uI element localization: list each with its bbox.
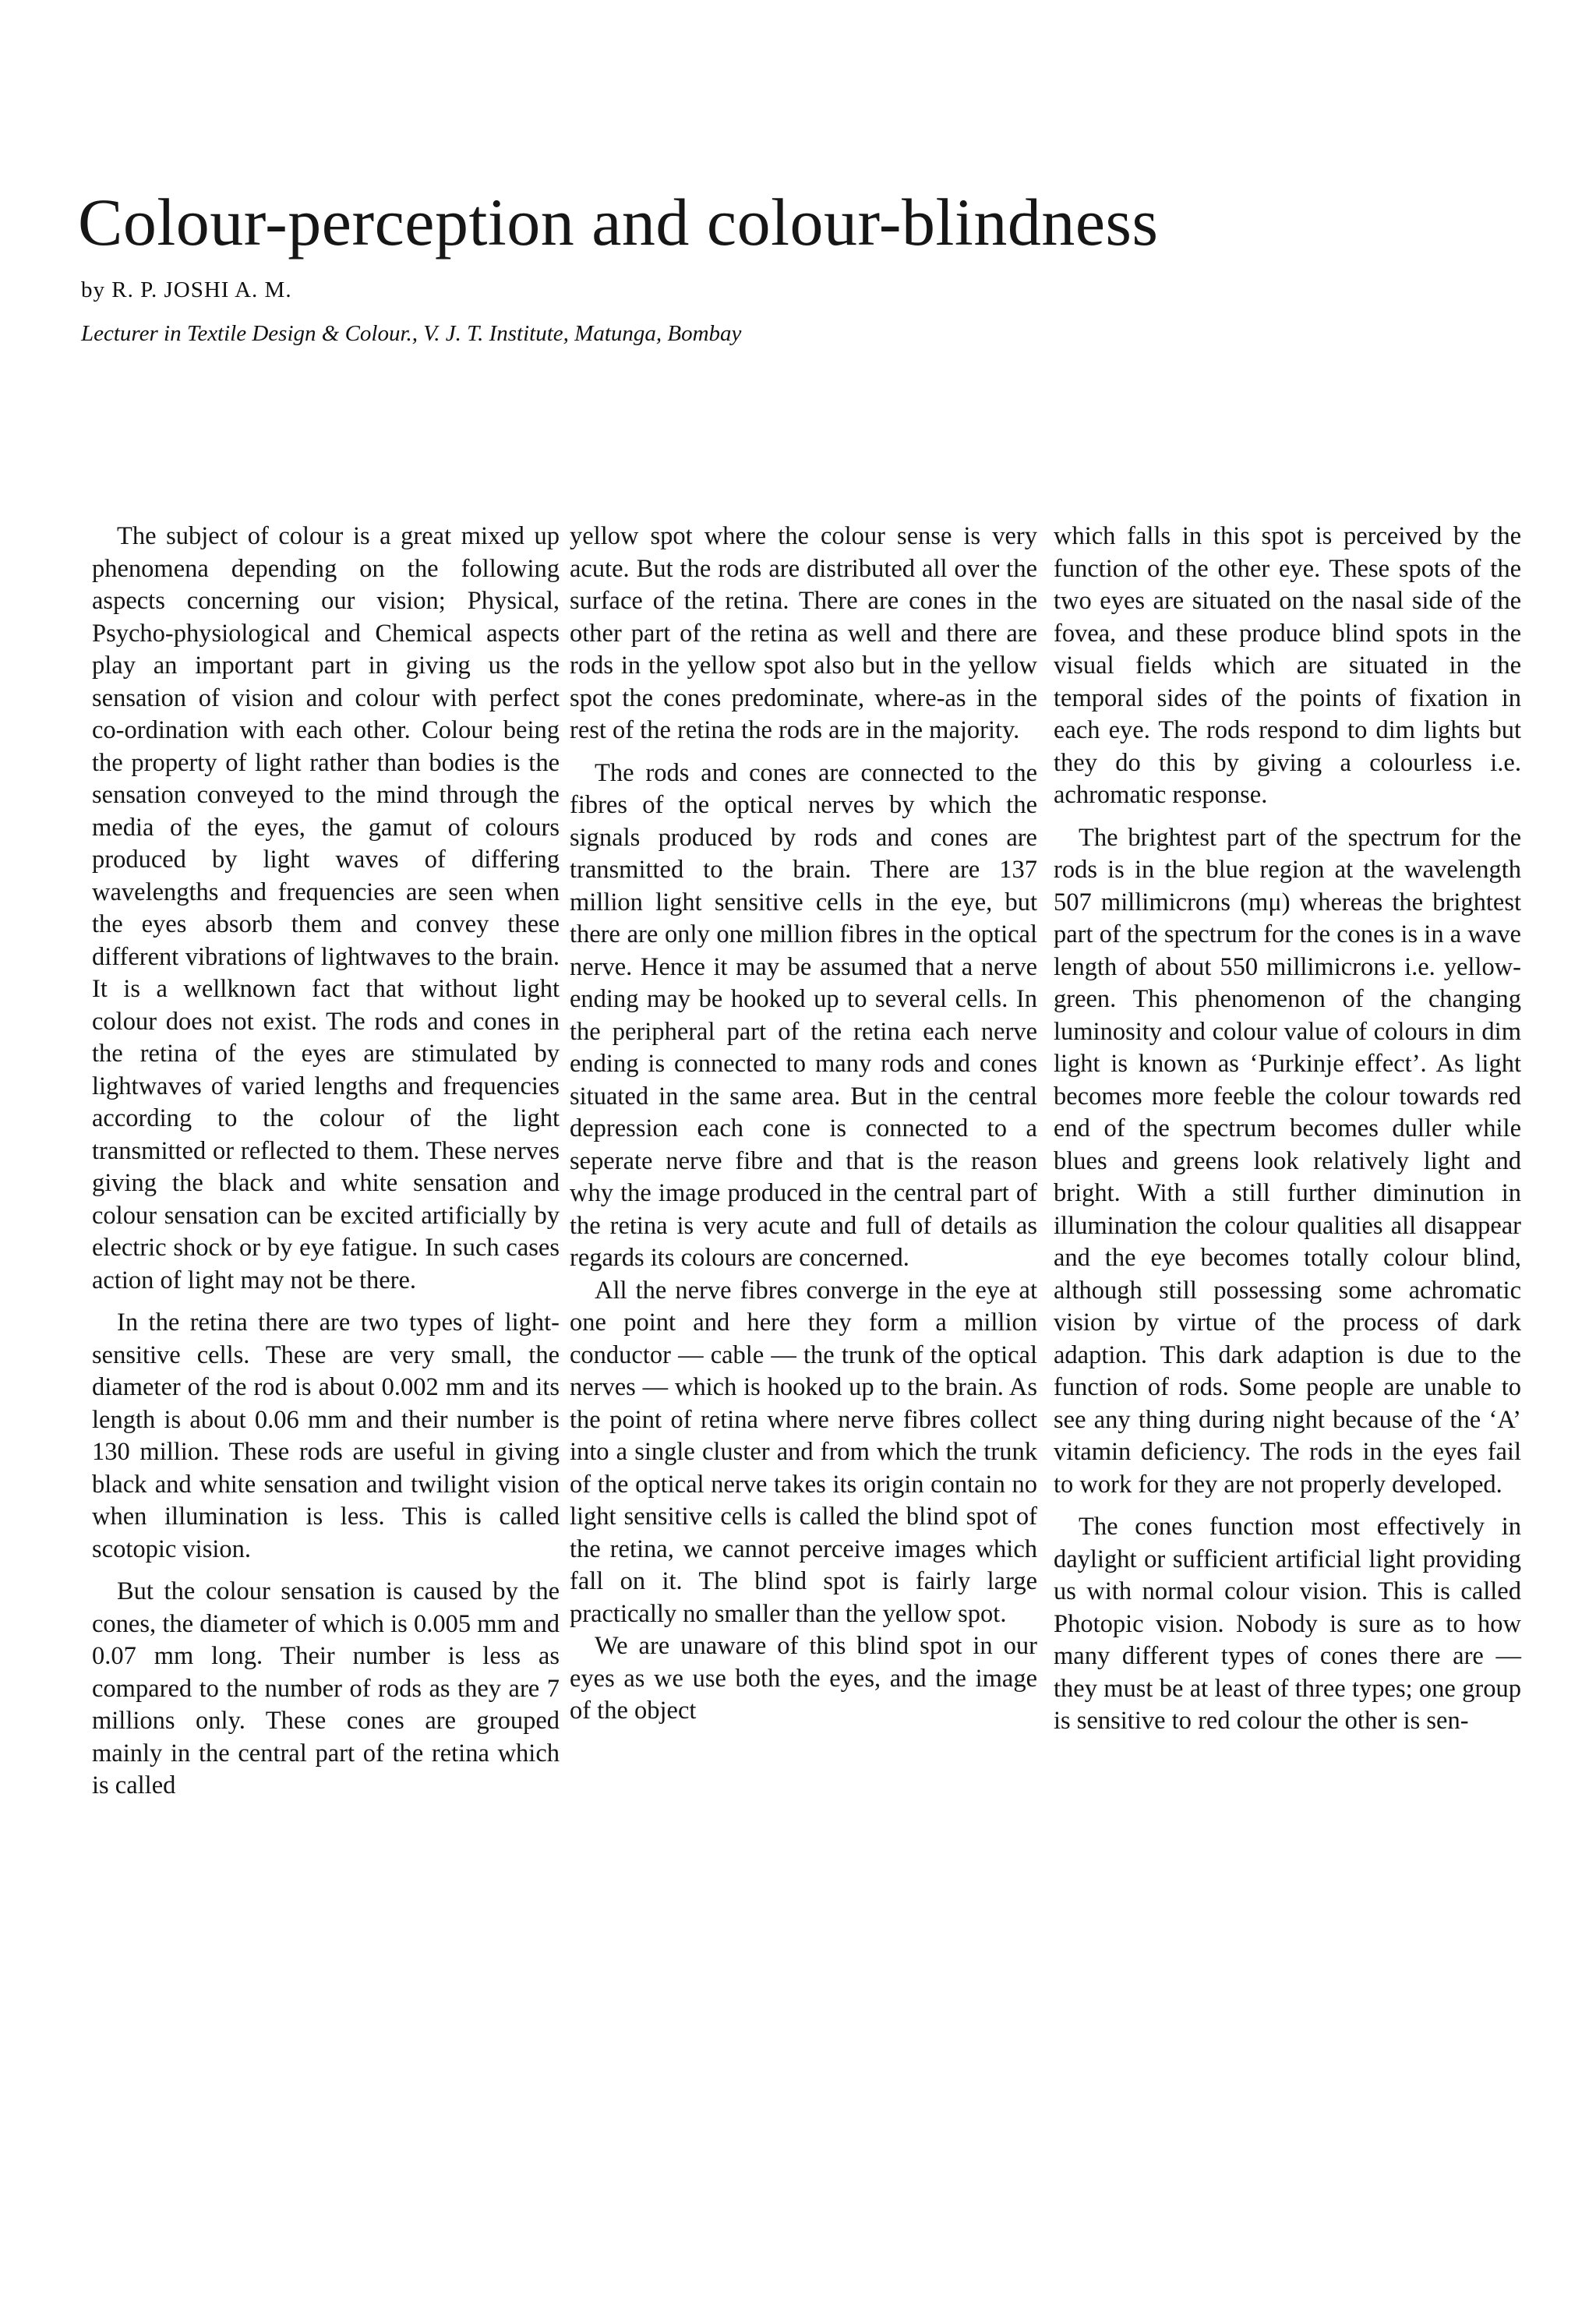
paragraph: All the nerve fibres converge in the eye at one point and here they form a million conductor — cable — the trunk of the optical nerves — which is hooked up to the brain. As the point of retina where nerve fibres collect into a single cluster and from which the trunk of the optical nerve takes its origin contain no light sensitive cells is called the blind spot of the retina, we cannot perceive images which fall on it. The blind spot is fairly large practically no smaller than the yellow spot. [570,1276,1037,1628]
paragraph: yellow spot where the colour sense is very acute. But the rods are distributed all over the surface of the retina. There are cones in the other part of the retina as well and there are rods in the yellow spot also but in the yellow spot the cones predominate, where-as in the rest of the retina the rods are in the majority. [570,522,1037,744]
paragraph: In the retina there are two types of light-sensitive cells. These are very small, the diameter of the rod is about 0.002 mm and its length is about 0.06 mm and their number is 130 million. These rods are useful in giving black and white sensation and twilight vision when illumination is less. This is called scotopic vision. [92,1308,560,1563]
paragraph: The rods and cones are connected to the fibres of the optical nerves by which the signals produced by rods and cones are transmitted to the brain. There are 137 million light sensitive cells in the eye, but there are only one million fibres in the optical nerve. Hence it may be assumed that a nerve ending may be hooked up to several cells. In the peripheral part of the retina each nerve ending is connected to many rods and cones situated in the same area. But in the central depression each cone is connected to a seperate nerve fibre and that is the reason why the image produced in the central part of the retina is very acute and full of details as regards its colours are concerned. [570,758,1037,1272]
text-column-1 [92,521,560,1803]
author-byline: by R. P. JOSHI A. M. [81,277,292,302]
paragraph: The subject of colour is a great mixed up phenomena depending on the following aspects concerning our vision; Physical, Psycho-physiological and Chemical aspects play an important part in giving us the sensation of vision and colour with perfect co-ordination with each other. Colour being the property of light rather than bodies is the sensation conveyed to the mind through the media of the eyes, the gamut of colours produced by light waves of differing wavelengths and frequencies are seen when the eyes absorb them and convey these different vibrations of lightwaves to the brain. It is a wellknown fact that without light colour does not exist. The rods and cones in the retina of the eyes are stimulated by lightwaves of varied lengths and frequencies according to the colour of the light transmitted or reflected to them. These nerves giving the black and white sensation and colour sensation can be excited artificially by electric shock or by eye fatigue. In such cases action of light may not be there. [92,522,560,1294]
paragraph: We are unaware of this blind spot in our eyes as we use both the eyes, and the image of the object [570,1632,1037,1725]
article-title: Colour-perception and colour-blindness [78,185,1159,260]
text-column-2 [570,521,1037,1728]
text-column-3 [1054,521,1521,1738]
author-affiliation: Lecturer in Textile Design & Colour., V. J. T. Institute, Matunga, Bombay [81,321,742,346]
paragraph: But the colour sensation is caused by the cones, the diameter of which is 0.005 mm and 0.07 mm long. Their number is less as compared to the number of rods as they are 7 millions only. These cones are grouped mainly in the central part of the retina which is called [92,1577,560,1799]
paragraph: The brightest part of the spectrum for the rods is in the blue region at the wavelength 507 millimicrons (mμ) whereas the brightest part of the spectrum for the cones is in a wave length of about 550 millimicrons i.e. yellow-green. This phenomenon of the changing luminosity and colour value of colours in dim light is known as ‘Purkinje effect’. As light becomes more feeble the colour towards red end of the spectrum becomes duller while blues and greens look relatively light and bright. With a still further diminution in illumination the colour qualities all disappear and the eye becomes totally colour blind, although still possessing some achromatic vision by virtue of the process of dark adaption. This dark adaption is due to the function of rods. Some people are unable to see any thing during night because of the ‘A’ vitamin deficiency. The rods in the eyes fail to work for they are not properly developed. [1054,823,1521,1499]
paragraph: which falls in this spot is perceived by the function of the other eye. These spots of the two eyes are situated on the nasal side of the fovea, and these produce blind spots in the visual fields which are situated in the temporal sides of the points of fixation in each eye. The rods respond to dim lights but they do this by giving a colourless i.e. achromatic response. [1054,522,1521,809]
paragraph: The cones function most effectively in daylight or sufficient artificial light providing us with normal colour vision. This is called Photopic vision. Nobody is sure as to how many different types of cones there are — they must be at least of three types; one group is sensitive to red colour the other is sen- [1054,1513,1521,1735]
